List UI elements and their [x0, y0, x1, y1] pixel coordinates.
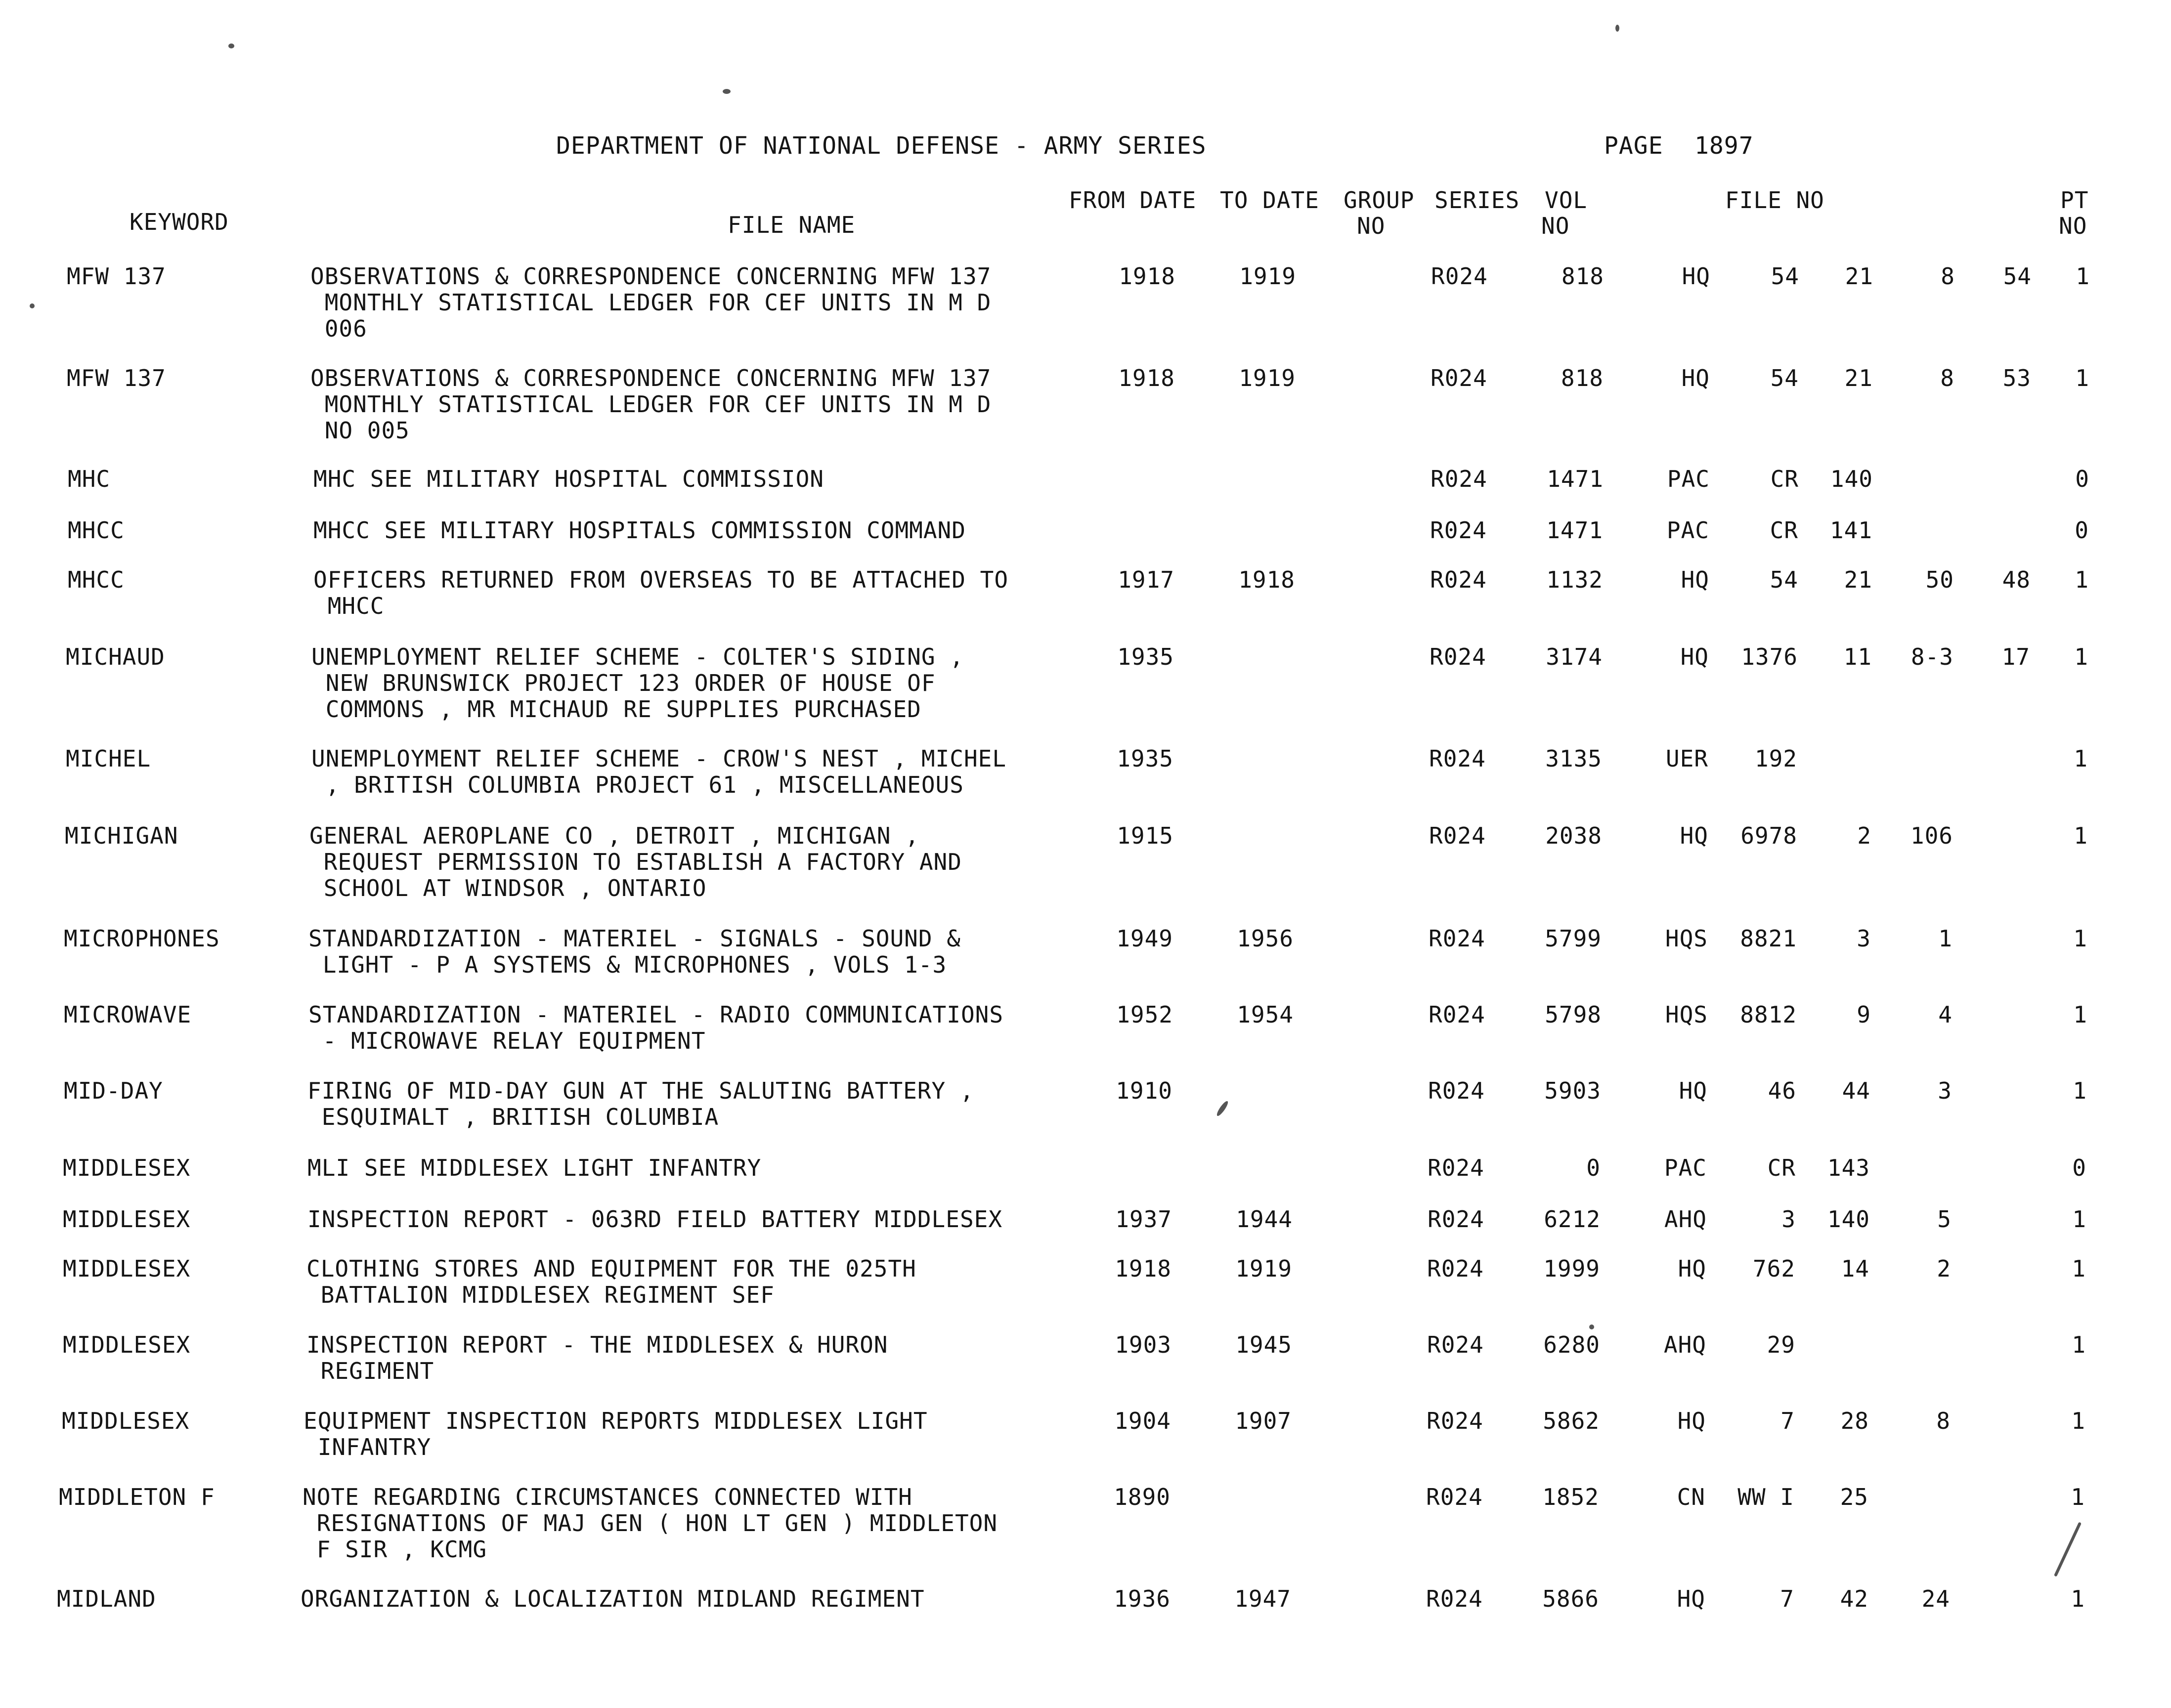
col-to-date: TO DATE — [1220, 187, 1319, 214]
part-no-cell: 1 — [2074, 745, 2088, 772]
from-date-cell: 1935 — [1117, 745, 1173, 772]
file-no-1-cell: HQ — [1677, 1408, 1706, 1434]
file-no-1-cell: HQS — [1665, 1001, 1708, 1028]
file-name-line: MONTHLY STATISTICAL LEDGER FOR CEF UNITS IN M D — [310, 289, 992, 316]
keyword-cell: MIDDLESEX — [63, 1331, 191, 1358]
file-name-line: INSPECTION REPORT - 063RD FIELD BATTERY MIDDLESEX — [307, 1206, 1003, 1233]
file-no-1-cell: HQ — [1681, 566, 1709, 593]
from-date-cell: 1949 — [1116, 925, 1173, 952]
keyword-cell: MFW 137 — [67, 365, 166, 391]
keyword-cell: MHC — [68, 466, 111, 492]
part-no-cell: 1 — [2075, 566, 2089, 593]
col-vol: VOL — [1545, 187, 1588, 214]
keyword-cell: MICHAUD — [66, 643, 165, 670]
file-no-2-cell: 29 — [1767, 1331, 1795, 1358]
file-no-4-cell: 8-3 — [1910, 643, 1954, 670]
file-name-line: REQUEST PERMISSION TO ESTABLISH A FACTORY AND — [309, 849, 962, 875]
series-cell: R024 — [1429, 1001, 1485, 1028]
series-cell: R024 — [1427, 1255, 1484, 1282]
part-no-cell: 1 — [2074, 643, 2088, 670]
part-no-cell: 1 — [2073, 925, 2087, 952]
keyword-cell: MFW 137 — [67, 263, 166, 290]
series-cell: R024 — [1429, 925, 1485, 952]
series-cell: R024 — [1427, 1331, 1484, 1358]
file-no-2-cell: 762 — [1752, 1255, 1795, 1282]
from-date-cell: 1910 — [1116, 1077, 1172, 1104]
scan-speck — [723, 89, 731, 94]
scan-speck — [1216, 1100, 1230, 1117]
file-no-1-cell: HQ — [1678, 1255, 1706, 1282]
to-date-cell: 1919 — [1239, 365, 1296, 391]
file-name-line: NEW BRUNSWICK PROJECT 123 ORDER OF HOUSE OF — [311, 670, 936, 696]
to-date-cell: 1945 — [1235, 1331, 1292, 1358]
keyword-cell: MIDDLESEX — [62, 1408, 190, 1434]
file-name-line: , BRITISH COLUMBIA PROJECT 61 , MISCELLANEOUS — [311, 771, 964, 798]
file-no-1-cell: HQ — [1681, 365, 1710, 391]
file-name-line: STANDARDIZATION - MATERIEL - SIGNALS - SOUND & — [308, 925, 961, 952]
from-date-cell: 1918 — [1118, 365, 1175, 391]
file-no-3-cell: 11 — [1843, 643, 1872, 670]
series-cell: R024 — [1426, 1585, 1483, 1612]
file-no-2-cell: 7 — [1780, 1585, 1794, 1612]
series-cell: R024 — [1428, 1077, 1485, 1104]
vol-no-cell: 5798 — [1545, 1001, 1602, 1028]
part-no-cell: 1 — [2072, 1255, 2086, 1282]
file-no-4-cell: 8 — [1936, 1408, 1951, 1434]
col-pt: PT — [2060, 187, 2089, 214]
keyword-cell: MIDDLESEX — [63, 1154, 191, 1181]
series-cell: R024 — [1428, 1154, 1484, 1181]
file-no-3-cell: 21 — [1844, 365, 1873, 391]
file-no-4-cell: 4 — [1938, 1001, 1953, 1028]
vol-no-cell: 2038 — [1545, 822, 1602, 849]
series-cell: R024 — [1430, 566, 1487, 593]
file-no-4-cell: 5 — [1937, 1206, 1952, 1233]
keyword-cell: MIDDLETON F — [59, 1484, 215, 1510]
col-group: GROUP — [1344, 187, 1415, 214]
file-no-4-cell: 8 — [1941, 263, 1955, 290]
file-no-3-cell: 143 — [1827, 1154, 1870, 1181]
from-date-cell: 1952 — [1116, 1001, 1173, 1028]
part-no-cell: 0 — [2072, 1154, 2086, 1181]
series-cell: R024 — [1429, 745, 1486, 772]
file-no-1-cell: PAC — [1667, 466, 1710, 492]
part-no-cell: 1 — [2073, 1001, 2087, 1028]
file-name-line: F SIR , KCMG — [303, 1536, 487, 1563]
file-no-4-cell: 106 — [1910, 822, 1953, 849]
file-no-1-cell: AHQ — [1663, 1331, 1706, 1358]
file-no-1-cell: HQS — [1665, 925, 1708, 952]
part-no-cell: 1 — [2075, 365, 2089, 391]
file-no-2-cell: 1376 — [1741, 643, 1798, 670]
vol-no-cell: 6212 — [1544, 1206, 1601, 1233]
col-from-date: FROM DATE — [1069, 187, 1197, 214]
file-no-2-cell: 192 — [1754, 745, 1797, 772]
part-no-cell: 1 — [2071, 1585, 2085, 1612]
part-no-cell: 1 — [2074, 822, 2088, 849]
file-name-line: ORGANIZATION & LOCALIZATION MIDLAND REGIMENT — [301, 1585, 925, 1612]
from-date-cell: 1890 — [1114, 1484, 1171, 1510]
file-name-line: MLI SEE MIDDLESEX LIGHT INFANTRY — [307, 1154, 762, 1181]
col-keyword: KEYWORD — [130, 209, 229, 235]
file-name-line: ESQUIMALT , BRITISH COLUMBIA — [307, 1104, 719, 1130]
file-no-3-cell: 3 — [1857, 925, 1871, 952]
page-number: 1897 — [1694, 132, 1754, 160]
scan-speck — [2054, 1522, 2082, 1577]
file-name-line: NO 005 — [310, 417, 410, 444]
file-name-line: MHCC SEE MILITARY HOSPITALS COMMISSION COMMAND — [313, 517, 966, 544]
vol-no-cell: 6280 — [1543, 1331, 1600, 1358]
file-no-2-cell: 7 — [1780, 1408, 1795, 1434]
part-no-cell: 0 — [2075, 466, 2089, 492]
file-name-line: COMMONS , MR MICHAUD RE SUPPLIES PURCHASED — [311, 696, 921, 723]
col-file-no: FILE NO — [1725, 187, 1824, 214]
file-no-1-cell: HQ — [1679, 1077, 1707, 1104]
part-no-cell: 1 — [2071, 1484, 2085, 1510]
file-name-line: REGIMENT — [306, 1358, 434, 1384]
file-no-3-cell: 141 — [1829, 517, 1872, 544]
vol-no-cell: 3174 — [1546, 643, 1603, 670]
series-cell: R024 — [1431, 263, 1488, 290]
file-no-2-cell: 8821 — [1740, 925, 1797, 952]
file-no-2-cell: 54 — [1770, 365, 1799, 391]
file-no-2-cell: 54 — [1771, 263, 1799, 290]
vol-no-cell: 0 — [1586, 1154, 1601, 1181]
series-cell: R024 — [1427, 1408, 1483, 1434]
vol-no-cell: 1471 — [1547, 466, 1604, 492]
file-no-1-cell: HQ — [1677, 1585, 1705, 1612]
from-date-cell: 1935 — [1117, 643, 1174, 670]
file-name-line: 006 — [310, 315, 367, 342]
file-no-5-cell: 54 — [2003, 263, 2032, 290]
keyword-cell: MHCC — [68, 517, 125, 544]
file-no-2-cell: 8812 — [1740, 1001, 1797, 1028]
vol-no-cell: 5862 — [1543, 1408, 1600, 1434]
file-no-3-cell: 140 — [1827, 1206, 1870, 1233]
part-no-cell: 1 — [2072, 1331, 2086, 1358]
file-name-line: EQUIPMENT INSPECTION REPORTS MIDDLESEX LIGHT — [304, 1408, 928, 1434]
file-no-5-cell: 17 — [2001, 643, 2030, 670]
series-cell: R024 — [1426, 1484, 1483, 1510]
keyword-cell: MIDLAND — [57, 1585, 156, 1612]
file-no-1-cell: CN — [1677, 1484, 1705, 1510]
file-no-2-cell: 54 — [1770, 566, 1798, 593]
file-name-line: MONTHLY STATISTICAL LEDGER FOR CEF UNITS IN M D — [310, 391, 992, 418]
from-date-cell: 1918 — [1115, 1255, 1172, 1282]
file-no-1-cell: HQ — [1682, 263, 1710, 290]
file-name-line: SCHOOL AT WINDSOR , ONTARIO — [309, 875, 707, 901]
part-no-cell: 1 — [2073, 1077, 2087, 1104]
to-date-cell: 1918 — [1238, 566, 1295, 593]
file-no-3-cell: 14 — [1841, 1255, 1869, 1282]
vol-no-cell: 818 — [1561, 263, 1604, 290]
from-date-cell: 1936 — [1114, 1585, 1171, 1612]
from-date-cell: 1904 — [1114, 1408, 1171, 1434]
file-no-1-cell: HQ — [1680, 643, 1709, 670]
scan-speck — [1615, 25, 1619, 32]
from-date-cell: 1937 — [1115, 1206, 1172, 1233]
file-no-2-cell: 3 — [1781, 1206, 1796, 1233]
part-no-cell: 1 — [2076, 263, 2090, 290]
page-label: PAGE — [1604, 132, 1663, 160]
file-no-2-cell: 6978 — [1740, 822, 1797, 849]
file-no-4-cell: 50 — [1925, 566, 1954, 593]
to-date-cell: 1919 — [1239, 263, 1296, 290]
file-name-line: OFFICERS RETURNED FROM OVERSEAS TO BE ATTACHED TO — [313, 566, 1009, 593]
page-title: DEPARTMENT OF NATIONAL DEFENSE - ARMY SERIES — [556, 132, 1207, 160]
keyword-cell: MICHIGAN — [65, 822, 178, 849]
file-name-line: BATTALION MIDDLESEX REGIMENT SEF — [306, 1281, 775, 1308]
vol-no-cell: 5903 — [1544, 1077, 1601, 1104]
col-vol-no: NO — [1541, 213, 1570, 239]
file-no-5-cell: 53 — [2002, 365, 2031, 391]
col-file-name: FILE NAME — [728, 212, 856, 238]
vol-no-cell: 1852 — [1542, 1484, 1599, 1510]
file-name-line: GENERAL AEROPLANE CO , DETROIT , MICHIGAN , — [309, 822, 919, 849]
file-no-2-cell: CR — [1767, 1154, 1796, 1181]
file-no-1-cell: PAC — [1664, 1154, 1707, 1181]
series-cell: R024 — [1430, 643, 1486, 670]
file-no-4-cell: 3 — [1938, 1077, 1952, 1104]
file-name-line: MHC SEE MILITARY HOSPITAL COMMISSION — [313, 466, 824, 492]
part-no-cell: 1 — [2071, 1408, 2085, 1434]
series-cell: R024 — [1429, 822, 1486, 849]
file-no-3-cell: 21 — [1844, 566, 1872, 593]
file-no-1-cell: UER — [1665, 745, 1708, 772]
file-name-line: UNEMPLOYMENT RELIEF SCHEME - CROW'S NEST , MICHEL — [311, 745, 1007, 772]
file-no-2-cell: 46 — [1768, 1077, 1796, 1104]
file-name-line: CLOTHING STORES AND EQUIPMENT FOR THE 025TH — [306, 1255, 916, 1282]
to-date-cell: 1956 — [1237, 925, 1294, 952]
from-date-cell: 1903 — [1115, 1331, 1172, 1358]
file-no-1-cell: PAC — [1666, 517, 1709, 544]
file-no-3-cell: 42 — [1840, 1585, 1868, 1612]
series-cell: R024 — [1431, 466, 1487, 492]
file-name-line: OBSERVATIONS & CORRESPONDENCE CONCERNING MFW 137 — [310, 365, 992, 391]
from-date-cell: 1918 — [1119, 263, 1175, 290]
vol-no-cell: 1999 — [1543, 1255, 1600, 1282]
file-no-4-cell: 8 — [1940, 365, 1954, 391]
keyword-cell: MICROWAVE — [64, 1001, 192, 1028]
keyword-cell: MID-DAY — [64, 1077, 163, 1104]
file-name-line: OBSERVATIONS & CORRESPONDENCE CONCERNING MFW 137 — [310, 263, 992, 290]
file-no-4-cell: 1 — [1938, 925, 1953, 952]
series-cell: R024 — [1430, 517, 1487, 544]
file-name-line: MHCC — [313, 593, 385, 619]
file-no-3-cell: 21 — [1845, 263, 1873, 290]
file-name-line: UNEMPLOYMENT RELIEF SCHEME - COLTER'S SIDING , — [311, 643, 964, 670]
vol-no-cell: 818 — [1561, 365, 1604, 391]
file-name-line: RESIGNATIONS OF MAJ GEN ( HON LT GEN ) MIDDLETON — [303, 1510, 998, 1537]
file-no-3-cell: 25 — [1840, 1484, 1868, 1510]
file-no-3-cell: 44 — [1842, 1077, 1870, 1104]
vol-no-cell: 5866 — [1542, 1585, 1599, 1612]
from-date-cell: 1917 — [1118, 566, 1174, 593]
to-date-cell: 1947 — [1234, 1585, 1291, 1612]
vol-no-cell: 1132 — [1546, 566, 1603, 593]
vol-no-cell: 3135 — [1545, 745, 1602, 772]
file-no-4-cell: 2 — [1937, 1255, 1951, 1282]
file-no-1-cell: AHQ — [1664, 1206, 1707, 1233]
file-no-3-cell: 2 — [1857, 822, 1871, 849]
col-pt-no: NO — [2059, 213, 2087, 239]
keyword-cell: MICROPHONES — [64, 925, 220, 952]
keyword-cell: MHCC — [68, 566, 125, 593]
series-cell: R024 — [1428, 1206, 1484, 1233]
keyword-cell: MIDDLESEX — [63, 1206, 191, 1233]
file-name-line: FIRING OF MID-DAY GUN AT THE SALUTING BATTERY , — [307, 1077, 974, 1104]
col-group-no: NO — [1357, 213, 1386, 239]
from-date-cell: 1915 — [1117, 822, 1173, 849]
vol-no-cell: 5799 — [1545, 925, 1602, 952]
file-name-line: LIGHT - P A SYSTEMS & MICROPHONES , VOLS 1-3 — [308, 951, 947, 978]
to-date-cell: 1944 — [1236, 1206, 1293, 1233]
to-date-cell: 1919 — [1235, 1255, 1292, 1282]
part-no-cell: 1 — [2072, 1206, 2086, 1233]
keyword-cell: MIDDLESEX — [63, 1255, 191, 1282]
vol-no-cell: 1471 — [1546, 517, 1603, 544]
file-no-4-cell: 24 — [1921, 1585, 1950, 1612]
scan-speck — [1589, 1324, 1594, 1329]
series-cell: R024 — [1431, 365, 1487, 391]
part-no-cell: 0 — [2075, 517, 2089, 544]
col-series: SERIES — [1434, 187, 1520, 214]
file-no-2-cell: WW I — [1737, 1484, 1794, 1510]
to-date-cell: 1954 — [1237, 1001, 1294, 1028]
file-no-3-cell: 140 — [1830, 466, 1873, 492]
file-name-line: INSPECTION REPORT - THE MIDDLESEX & HURON — [306, 1331, 888, 1358]
scan-speck — [228, 43, 234, 48]
file-no-1-cell: HQ — [1680, 822, 1708, 849]
file-name-line: INFANTRY — [304, 1434, 432, 1460]
file-no-3-cell: 9 — [1857, 1001, 1871, 1028]
file-name-line: STANDARDIZATION - MATERIEL - RADIO COMMUNICATIONS — [308, 1001, 1004, 1028]
file-no-2-cell: CR — [1770, 466, 1799, 492]
file-name-line: NOTE REGARDING CIRCUMSTANCES CONNECTED WITH — [303, 1484, 912, 1510]
keyword-cell: MICHEL — [66, 745, 151, 772]
file-no-2-cell: CR — [1770, 517, 1798, 544]
file-no-5-cell: 48 — [2002, 566, 2031, 593]
to-date-cell: 1907 — [1235, 1408, 1292, 1434]
file-no-3-cell: 28 — [1840, 1408, 1869, 1434]
file-name-line: - MICROWAVE RELAY EQUIPMENT — [308, 1027, 706, 1054]
scan-speck — [30, 303, 35, 308]
